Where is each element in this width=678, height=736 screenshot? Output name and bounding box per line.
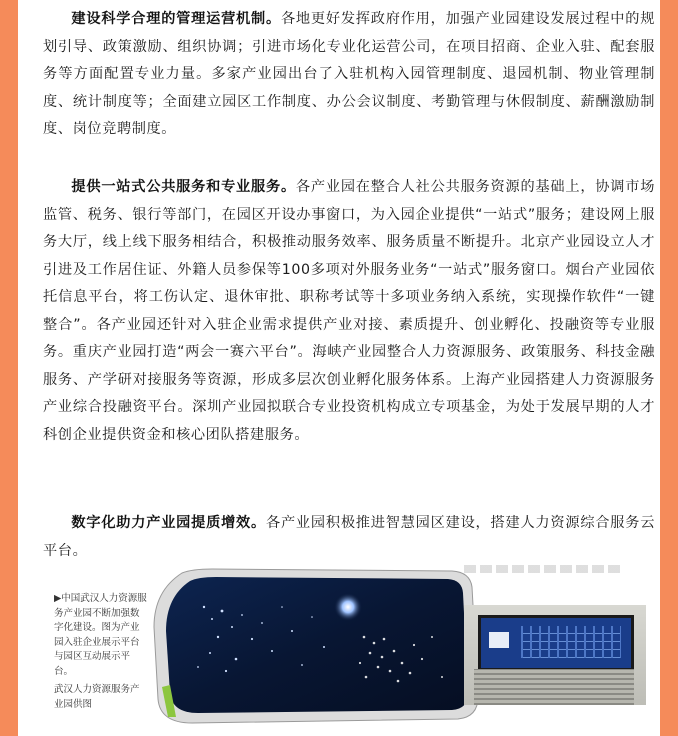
paragraph-lead: 提供一站式公共服务和专业服务。: [71, 179, 296, 195]
screen-grid: [521, 626, 621, 658]
screen-display: [166, 577, 468, 713]
screen-panel: [489, 632, 509, 648]
photo-credit: 武汉人力资源服务产业园供图: [54, 684, 140, 710]
photo-caption: [54, 592, 148, 712]
display-platform-photo: [152, 567, 480, 725]
screen-display: [478, 615, 634, 671]
paragraph-body: 各地更好发挥政府作用，加强产业园建设发展过程中的规划引导、政策激励、组织协调；引进市场化专业化运营公司，在项目招商、企业入驻、配套服务等方面配置专业力量。多家产业园出台了入驻机构入园管理制度、退园机制、物业管理制度、统计制度等；全面建立园区工作制度、办公会议制度、考勤管理与休假制度、薪酬激励制度、岗位竞聘制度。: [43, 11, 655, 137]
paragraph-lead: 建设科学合理的管理运营机制。: [71, 11, 281, 27]
paragraph-management: [43, 6, 655, 144]
interactive-screen-photo: [464, 605, 646, 705]
caption-text: ▶中国武汉人力资源服务产业园不断加强数字化建设。图为产业园入驻企业展示平台与园区互动展示平台。: [54, 593, 147, 677]
article-page: [18, 0, 660, 736]
paragraph-digital: [43, 510, 655, 565]
paragraph-body: 各产业园积极推进智慧园区建设，搭建人力资源综合服务云平台。: [43, 515, 655, 559]
screen-stand: [474, 669, 634, 705]
paragraph-lead: 数字化助力产业园提质增效。: [71, 515, 266, 531]
faint-background-text: [464, 565, 624, 573]
paragraph-body: 各产业园在整合人社公共服务资源的基础上，协调市场监管、税务、银行等部门，在园区开设办事窗口，为入园企业提供“一站式”服务；建设网上服务大厅，线上线下服务相结合，积极推动服务效率、服务质量不断提升。北京产业园设立人才引进及工作居住证、外籍人员参保等100多项对外服务业务“一站式”服务窗口。烟台产业园依托信息平台，将工伤认定、退休审批、职称考试等十多项业务纳入系统，实现操作软件“一键整合”。各产业园还针对入驻企业需求提供产业对接、素质提升、创业孵化、投融资等专业服务。重庆产业园打造“两会一赛六平台”。海峡产业园整合人力资源服务、政策服务、科技金融服务、产学研对接服务等资源，形成多层次创业孵化服务体系。上海产业园搭建人力资源服务产业综合投融资平台。深圳产业园拟联合专业投资机构成立专项基金，为处于发展早期的人才科创企业提供资金和核心团队搭建服务。: [43, 179, 655, 443]
paragraph-services: [43, 174, 655, 449]
